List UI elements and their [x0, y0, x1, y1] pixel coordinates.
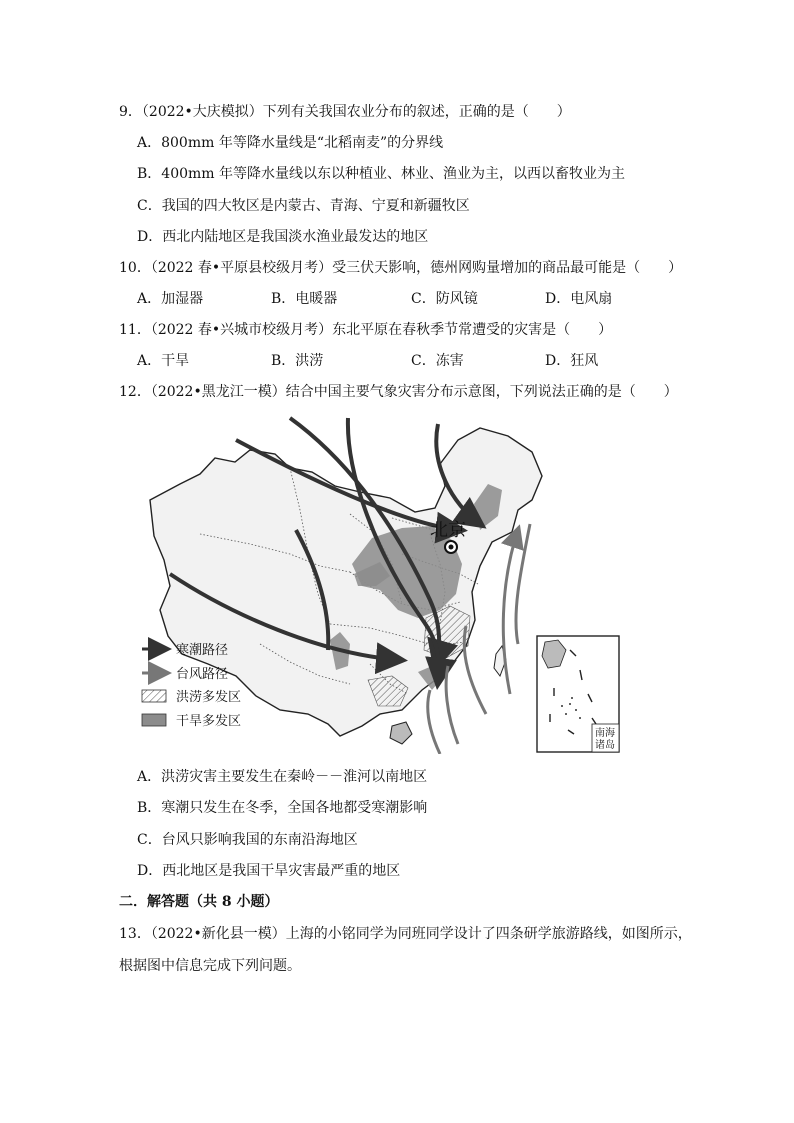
hainan-island [390, 722, 412, 744]
q9-option-b: B．400mm 年等降水量线以东以种植业、林业、渔业为主，以西以畜牧业为主 [137, 166, 626, 182]
legend-typhoon: 台风路径 [176, 667, 229, 682]
flood-legend-icon [142, 690, 166, 702]
legend-flood: 洪涝多发区 [176, 690, 242, 705]
q11-option-d: D．狂风 [545, 353, 599, 369]
inset-label-1: 南海 [595, 728, 615, 739]
section-2-heading: 二．解答题（共 8 小题） [119, 894, 279, 910]
q11-option-c: C．冻害 [411, 353, 464, 369]
legend-cold-wave: 寒潮路径 [176, 643, 229, 658]
legend-drought: 干旱多发区 [176, 714, 242, 729]
q9-option-d: D．西北内陆地区是我国淡水渔业最发达的地区 [137, 229, 429, 245]
q13-stem-line2: 根据图中信息完成下列问题。 [119, 958, 301, 974]
q10-option-c: C．防风镜 [411, 291, 478, 307]
drought-legend-icon [142, 714, 166, 726]
q10-stem: 10．（2022 春•平原县校级月考）受三伏天影响，德州网购量增加的商品最可能是（ ） [119, 260, 683, 276]
q9-stem: 9．（2022•大庆模拟）下列有关我国农业分布的叙述，正确的是（ ） [119, 104, 571, 120]
q11-option-b: B．洪涝 [271, 353, 324, 369]
q10-option-b: B．电暖器 [271, 291, 338, 307]
q13-stem-line1: 13．（2022•新化县一模）上海的小铭同学为同班同学设计了四条研学旅游路线，如图所示， [119, 926, 692, 942]
q12-option-b: B．寒潮只发生在冬季，全国各地都受寒潮影响 [137, 800, 428, 816]
q12-stem: 12．（2022•黑龙江一模）结合中国主要气象灾害分布示意图，下列说法正确的是（ ） [119, 384, 678, 400]
weather-disaster-map [140, 414, 620, 754]
inset-label-2: 诸岛 [595, 740, 615, 751]
q9-option-c: C．我国的四大牧区是内蒙古、青海、宁夏和新疆牧区 [137, 198, 470, 214]
beijing-marker-dot [449, 545, 454, 550]
q11-option-a: A．干旱 [137, 353, 190, 369]
beijing-label: 北京 [430, 520, 466, 540]
q9-option-a: A．800mm 年等降水量线是“北稻南麦”的分界线 [137, 135, 444, 151]
south-sea-inset [537, 636, 619, 752]
q10-option-a: A．加湿器 [137, 291, 204, 307]
q11-stem: 11．（2022 春•兴城市校级月考）东北平原在春秋季节常遭受的灾害是（ ） [119, 322, 613, 338]
q12-option-d: D．西北地区是我国干旱灾害最严重的地区 [137, 863, 401, 879]
q12-option-c: C．台风只影响我国的东南沿海地区 [137, 832, 358, 848]
q12-option-a: A．洪涝灾害主要发生在秦岭－－淮河以南地区 [137, 769, 428, 785]
map-legend [142, 642, 241, 729]
q10-option-d: D．电风扇 [545, 291, 613, 307]
